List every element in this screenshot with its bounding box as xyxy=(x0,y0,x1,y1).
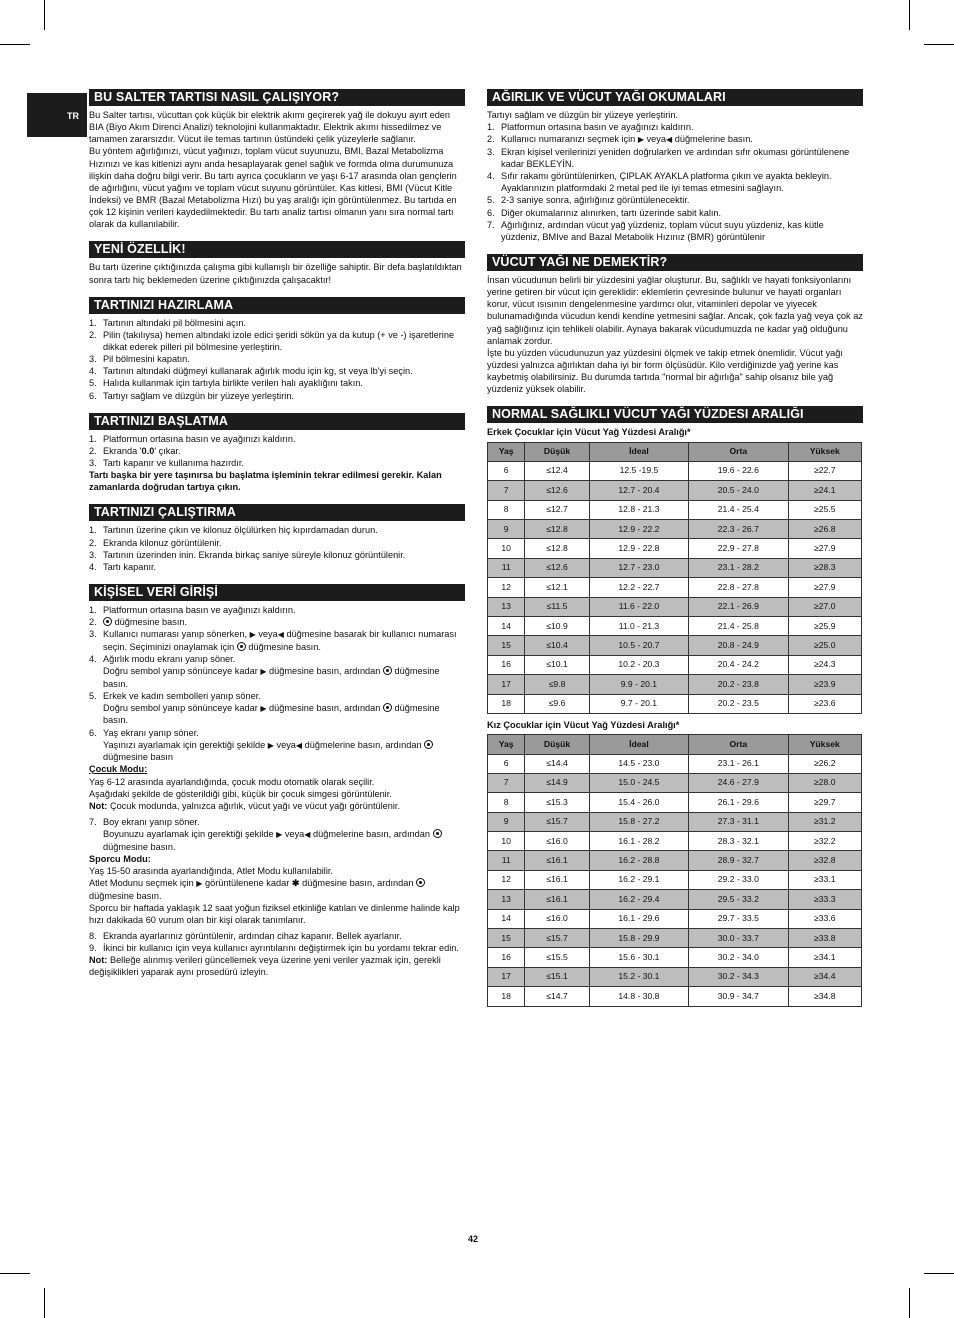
table-cell: ≤16.0 xyxy=(525,832,589,851)
table-cell: 16.1 - 29.6 xyxy=(589,909,688,928)
steps-list xyxy=(89,524,465,573)
crop-mark xyxy=(0,1273,30,1274)
table-cell: 9.9 - 20.1 xyxy=(589,675,688,694)
language-tab xyxy=(27,93,87,137)
col-header: Orta xyxy=(689,735,788,754)
table-cell: ≥25.0 xyxy=(788,636,861,655)
table-cell: 15 xyxy=(488,929,525,948)
table-cell: 17 xyxy=(488,675,525,694)
set-button-icon xyxy=(383,703,392,712)
table-cell: 20.5 - 24.0 xyxy=(689,481,788,500)
list-item: 1. Tartının üzerine çıkın ve kilonuz ölçülürken hiç kıpırdamadan durun. xyxy=(89,525,378,536)
list-item: 3. Kullanıcı numarası yanıp sönerken, ▶ veya◀ düğmesine basarak bir kullanıcı numarası seçin. Seçiminizi onaylamak için düğmesine basın. xyxy=(89,629,457,652)
table-cell: 18 xyxy=(488,987,525,1006)
list-item: 2. Pilin (takılıysa) hemen altındaki izole edici şeridi sökün ya da kutup (+ ve -) işaretlerine dikkat ederek pilleri pil bölmesine yerleştirin. xyxy=(89,329,455,352)
table-cell: 12.8 - 21.3 xyxy=(589,500,688,519)
table-cell: 29.7 - 33.5 xyxy=(689,909,788,928)
section-healthy-range xyxy=(487,406,863,1006)
crop-mark xyxy=(44,1288,45,1318)
paragraph: Yaş 6-12 arasında ayarlandığında, çocuk modu otomatik olarak seçilir. xyxy=(89,776,375,787)
table-cell: 30.9 - 34.7 xyxy=(689,987,788,1006)
table-cell: 21.4 - 25.8 xyxy=(689,617,788,636)
table-row xyxy=(488,890,862,909)
steps-list xyxy=(89,317,465,402)
table-cell: 22.3 - 26.7 xyxy=(689,520,788,539)
table-cell: ≥27.9 xyxy=(788,578,861,597)
table-cell: ≥31.2 xyxy=(788,812,861,831)
table-row xyxy=(488,812,862,831)
col-header: Düşük xyxy=(525,735,589,754)
set-button-icon xyxy=(433,829,442,838)
table-cell: ≥32.2 xyxy=(788,832,861,851)
list-item: 1. Tartının altındaki pil bölmesini açın. xyxy=(89,317,246,328)
table-cell: 6 xyxy=(488,754,525,773)
table-cell: 12.7 - 23.0 xyxy=(589,558,688,577)
list-item: 1. Platformun ortasına basın ve ayağınızı kaldırın. xyxy=(89,604,296,615)
table-cell: ≤10.4 xyxy=(525,636,589,655)
left-arrow-icon: ◀ xyxy=(304,830,311,840)
list-item: 5. Erkek ve kadın sembolleri yanıp söner. Doğru sembol yanıp sönünceye kadar ▶ düğmesine basın, ardından düğmesine basın. xyxy=(89,690,440,726)
boys-body-fat-table xyxy=(487,442,862,714)
table-cell: ≥32.8 xyxy=(788,851,861,870)
crop-mark xyxy=(924,44,954,45)
steps-list xyxy=(89,433,465,469)
table-cell: 19.6 - 22.6 xyxy=(689,461,788,480)
table-cell: 14 xyxy=(488,617,525,636)
section-prepare xyxy=(89,297,465,402)
section-what-is-body-fat xyxy=(487,254,863,395)
list-item: 8. Ekranda ayarlarınız görüntülenir, ardından cihaz kapanır. Bellek ayarlanır. xyxy=(89,931,402,942)
section-heading: VÜCUT YAĞI NE DEMEKTİR? xyxy=(487,254,863,271)
table-cell: 15.8 - 27.2 xyxy=(589,812,688,831)
table-cell: ≤14.9 xyxy=(525,773,589,792)
table-cell: 22.8 - 27.8 xyxy=(689,578,788,597)
table-cell: 16 xyxy=(488,655,525,674)
table-cell: 8 xyxy=(488,793,525,812)
table-cell: 15 xyxy=(488,636,525,655)
table-cell: 27.3 - 31.1 xyxy=(689,812,788,831)
table-cell: 13 xyxy=(488,890,525,909)
table-cell: ≤9.6 xyxy=(525,694,589,713)
table-cell: 11.0 - 21.3 xyxy=(589,617,688,636)
table-cell: 15.8 - 29.9 xyxy=(589,929,688,948)
section-heading: YENİ ÖZELLİK! xyxy=(89,241,465,258)
table-cell: 16.2 - 29.4 xyxy=(589,890,688,909)
table-cell: ≤10.1 xyxy=(525,655,589,674)
table-cell: 20.8 - 24.9 xyxy=(689,636,788,655)
table-cell: ≤14.7 xyxy=(525,987,589,1006)
table-cell: 18 xyxy=(488,694,525,713)
table-row xyxy=(488,793,862,812)
table-cell: ≥25.9 xyxy=(788,617,861,636)
list-item: 3. Ekran kişisel verilerinizi yeniden doğrularken ve ardından sıfır okuması görüntülenene kadar BEKLEYİN. xyxy=(487,146,850,169)
table-cell: ≥33.3 xyxy=(788,890,861,909)
note: Tartı başka bir yere taşınırsa bu başlatma işleminin tekrar edilmesi gerekir. Kalan zamanlarda doğrudan tartıya çıkın. xyxy=(89,470,442,493)
table-cell: 23.1 - 26.1 xyxy=(689,754,788,773)
col-header: Yüksek xyxy=(788,442,861,461)
athlete-icon: ✱ xyxy=(291,878,300,889)
table-row xyxy=(488,597,862,616)
table-cell: ≤12.8 xyxy=(525,520,589,539)
table-cell: 30.2 - 34.3 xyxy=(689,967,788,986)
table-cell: 20.2 - 23.5 xyxy=(689,694,788,713)
page-number: 42 xyxy=(468,1234,479,1244)
table-cell: ≤9.8 xyxy=(525,675,589,694)
table-cell: 23.1 - 28.2 xyxy=(689,558,788,577)
section-heading: TARTINIZI HAZIRLAMA xyxy=(89,297,465,314)
table-row xyxy=(488,578,862,597)
table-cell: 10 xyxy=(488,832,525,851)
table-cell: ≤12.7 xyxy=(525,500,589,519)
table-cell: ≥33.6 xyxy=(788,909,861,928)
table-row xyxy=(488,948,862,967)
table-cell: ≤12.4 xyxy=(525,461,589,480)
table-cell: ≥34.4 xyxy=(788,967,861,986)
table-cell: ≥24.3 xyxy=(788,655,861,674)
section-heading: NORMAL SAĞLIKLI VÜCUT YAĞI YÜZDESI ARALIĞI xyxy=(487,406,863,423)
table-cell: ≤12.6 xyxy=(525,558,589,577)
list-item: 1. Platformun ortasına basın ve ayağınızı kaldırın. xyxy=(89,433,296,444)
list-item: 6. Diğer okumalarınız alınırken, tartı üzerinde sabit kalın. xyxy=(487,207,722,218)
table-cell: 16.2 - 28.8 xyxy=(589,851,688,870)
table-cell: ≥24.1 xyxy=(788,481,861,500)
list-item: 1. Platformun ortasına basın ve ayağınızı kaldırın. xyxy=(487,122,694,133)
table-cell: 10.5 - 20.7 xyxy=(589,636,688,655)
section-new-feature xyxy=(89,241,465,285)
col-header: İdeal xyxy=(589,442,688,461)
crop-mark xyxy=(909,1288,910,1318)
table-cell: 7 xyxy=(488,481,525,500)
table-cell: 20.2 - 23.8 xyxy=(689,675,788,694)
right-arrow-icon: ▶ xyxy=(249,630,256,640)
list-item: 7. Boy ekranı yanıp söner. Boyunuzu ayarlamak için gerektiği şekilde ▶ veya◀ düğmelerine basın, ardından düğmesine basın. xyxy=(89,816,465,853)
table-cell: ≥26.8 xyxy=(788,520,861,539)
table-cell: 29.2 - 33.0 xyxy=(689,870,788,889)
table-cell: ≤12.8 xyxy=(525,539,589,558)
table-row xyxy=(488,655,862,674)
col-header: Yüksek xyxy=(788,735,861,754)
table-cell: 15.2 - 30.1 xyxy=(589,967,688,986)
table-cell: 22.1 - 26.9 xyxy=(689,597,788,616)
table-row xyxy=(488,851,862,870)
table-cell: 16.1 - 28.2 xyxy=(589,832,688,851)
table-cell: ≥23.9 xyxy=(788,675,861,694)
table-cell: ≤16.1 xyxy=(525,851,589,870)
table-cell: ≥28.0 xyxy=(788,773,861,792)
left-column xyxy=(89,89,465,990)
paragraph: Not: Belleğe alınmış verileri güncellemek veya üzerine yeni veriler yazmak için, gerekli değişiklikleri yaparak aynı prosedürü izleyin. xyxy=(89,955,441,978)
paragraph: Not: Çocuk modunda, yalnızca ağırlık, vücut yağı ve vücut yağı görüntülenir. xyxy=(89,800,401,811)
set-button-icon xyxy=(424,740,433,749)
table-cell: 8 xyxy=(488,500,525,519)
table-cell: 13 xyxy=(488,597,525,616)
paragraph: İnsan vücudunun belirli bir yüzdesini yağlar oluşturur. Bu, sağlıklı ve hayati fonksiyonlarını yerine getiren bir vücut için gereklidir: eklemlerin çevresinde bulunur ve hayati organları korur, vücut ısısının dengelenmesine yardımcı olur, vitaminleri depolar ve yiyecek bulunamadığında vücudun kendi kendine yetmesini sağlar. Ancak, çok fazla yağ veya çok az yağ sağlığınız için tehlikeli olabilir. Aynaya bakarak vücudumuzda ne kadar yağ olduğunu anlamak zordur. xyxy=(487,274,863,346)
table-cell: ≤16.1 xyxy=(525,870,589,889)
list-item: 4. Tartı kapanır. xyxy=(89,561,157,572)
table-row xyxy=(488,520,862,539)
table-header-row xyxy=(488,735,862,754)
right-arrow-icon: ▶ xyxy=(196,879,203,889)
table-cell: ≥27.9 xyxy=(788,539,861,558)
section-readings xyxy=(487,89,863,243)
col-header: Yaş xyxy=(488,442,525,461)
table-cell: ≤15.7 xyxy=(525,929,589,948)
list-item: 2. Kullanıcı numaranızı seçmek için ▶ veya◀ düğmelerine basın. xyxy=(487,134,753,145)
list-item: 5. 2-3 saniye sonra, ağırlığınız görüntülenecektir. xyxy=(487,195,690,206)
table-cell: 15.4 - 26.0 xyxy=(589,793,688,812)
table-cell: ≤10.9 xyxy=(525,617,589,636)
table-cell: 12.9 - 22.8 xyxy=(589,539,688,558)
list-item: 3. Tartı kapanır ve kullanıma hazırdır. xyxy=(89,457,244,468)
table-row xyxy=(488,967,862,986)
paragraph: Atlet Modunu seçmek için ▶ görüntülenene kadar ✱ düğmesine basın, ardından düğmesine basın. xyxy=(89,877,465,902)
set-button-icon xyxy=(103,617,112,626)
section-how-it-works xyxy=(89,89,465,230)
table-cell: ≤15.5 xyxy=(525,948,589,967)
subheading: Sporcu Modu: xyxy=(89,853,151,864)
table-row xyxy=(488,929,862,948)
paragraph: Sporcu bir haftada yaklaşık 12 saat yoğun fiziksel etkinliğe katılan ve dinlenme halinde kalp hızı dakikada 60 vurum olan bir kişi olarak tanımlanır. xyxy=(89,902,460,925)
list-item: 3. Tartının üzerinden inin. Ekranda birkaç saniye süreyle kilonuz görüntülenir. xyxy=(89,549,406,560)
col-header: Yaş xyxy=(488,735,525,754)
table-cell: 28.9 - 32.7 xyxy=(689,851,788,870)
paragraph: Tartıyı sağlam ve düzgün bir yüzeye yerleştirin. xyxy=(487,110,678,120)
left-arrow-icon: ◀ xyxy=(666,135,673,145)
crop-mark xyxy=(909,0,910,30)
table-row xyxy=(488,500,862,519)
girls-body-fat-table xyxy=(487,734,862,1006)
right-arrow-icon: ▶ xyxy=(260,703,267,713)
table-cell: 12 xyxy=(488,578,525,597)
col-header: İdeal xyxy=(589,735,688,754)
table-cell: 26.1 - 29.6 xyxy=(689,793,788,812)
table-cell: 12.5 -19.5 xyxy=(589,461,688,480)
list-item: 2. Ekranda '0.0' çıkar. xyxy=(89,445,181,456)
list-item: 3. Pil bölmesini kapatın. xyxy=(89,354,190,365)
table-cell: ≥28.3 xyxy=(788,558,861,577)
table-cell: 9 xyxy=(488,520,525,539)
table-cell: 21.4 - 25.4 xyxy=(689,500,788,519)
table-cell: 6 xyxy=(488,461,525,480)
paragraph: Yaş 15-50 arasında ayarlandığında, Atlet Modu kullanılabilir. xyxy=(89,865,333,876)
table-cell: 12 xyxy=(488,870,525,889)
section-personal-data xyxy=(89,584,465,979)
list-item: 6. Yaş ekranı yanıp söner. Yaşınızı ayarlamak için gerektiği şekilde ▶ veya◀ düğmelerine basın, ardından düğmesine basın xyxy=(89,727,465,764)
table-cell: 10.2 - 20.3 xyxy=(589,655,688,674)
steps-list xyxy=(89,816,465,853)
table-cell: ≤15.3 xyxy=(525,793,589,812)
set-button-icon xyxy=(237,642,246,651)
table-cell: ≤14.4 xyxy=(525,754,589,773)
table-cell: 12.7 - 20.4 xyxy=(589,481,688,500)
section-heading: BU SALTER TARTISI NASIL ÇALIŞIYOR? xyxy=(89,89,465,106)
set-button-icon xyxy=(383,666,392,675)
list-item: 7. Ağırlığınız, ardından vücut yağ yüzdeniz, toplam vücut suyu yüzdeniz, kas kütle yüzdeniz, BMIve and Bazal Metabolik Hızınız (BMR) görüntülenir xyxy=(487,219,824,242)
table-cell: ≤16.0 xyxy=(525,909,589,928)
table-cell: ≥26.2 xyxy=(788,754,861,773)
table-cell: 7 xyxy=(488,773,525,792)
right-column xyxy=(487,89,863,1018)
paragraph: Bu yöntem ağırlığınızı, vücut yağınızı, toplam vücut suyunuzu, BMI, Bazal Metabolizma Hızınızı ve kas kitlenizi aynı anda hesaplayarak genel sağlık ve formda olma durumunuza ilişkin daha doğru bilgi verir. Bu tartı ayrıca çocukların ve yaşı 6-17 arasında olan gençlerin de ağırlığını, vücut yağını ve toplam vücut suyunu görüntüler. Kas kitlesi, BMI (Vücut Kitle İndeksi) ve BMR (Bazal Metabolizma Hızı) bu yaş aralığı için görüntülenmez. Bu tartıda en çok 12 kişinin verileri kaydedilmektedir. Bu tartı analiz tartısı olmanın yanı sıra normal tartı olarak da kullanılabilir. xyxy=(89,146,457,230)
list-item: 6. Tartıyı sağlam ve düzgün bir yüzeye yerleştirin. xyxy=(89,390,294,401)
table-cell: 9.7 - 20.1 xyxy=(589,694,688,713)
table-cell: ≥34.1 xyxy=(788,948,861,967)
left-arrow-icon: ◀ xyxy=(295,740,303,750)
section-heading: AĞIRLIK VE VÜCUT YAĞI OKUMALARI xyxy=(487,89,863,106)
table-cell: ≥25.5 xyxy=(788,500,861,519)
table-cell: ≥22.7 xyxy=(788,461,861,480)
table-cell: 11 xyxy=(488,851,525,870)
table-cell: ≤11.5 xyxy=(525,597,589,616)
table-cell: 28.3 - 32.1 xyxy=(689,832,788,851)
paragraph: Aşağıdaki şekilde de gösterildiği gibi, küçük bir çocuk simgesi görüntülenir. xyxy=(89,788,392,799)
table-cell: ≤15.1 xyxy=(525,967,589,986)
table-cell: 17 xyxy=(488,967,525,986)
table-row xyxy=(488,461,862,480)
table-row xyxy=(488,558,862,577)
table-cell: 29.5 - 33.2 xyxy=(689,890,788,909)
table-cell: ≤16.1 xyxy=(525,890,589,909)
table-header-row xyxy=(488,442,862,461)
section-heading: TARTINIZI BAŞLATMA xyxy=(89,413,465,430)
table-cell: 14 xyxy=(488,909,525,928)
steps-list xyxy=(89,604,465,763)
table-row xyxy=(488,773,862,792)
table-row xyxy=(488,987,862,1006)
table-cell: 14.5 - 23.0 xyxy=(589,754,688,773)
steps-list xyxy=(89,930,465,954)
table-caption-boys: Erkek Çocuklar için Vücut Yağ Yüzdesi Aralığı* xyxy=(487,427,691,438)
section-heading: TARTINIZI ÇALIŞTIRMA xyxy=(89,504,465,521)
paragraph: Bu Salter tartısı, vücuttan çok küçük bir elektrik akımı geçirerek yağ ile dokuyu ayırt eden BIA (Biyo Akım Direnci Analizi) teknolojini kullanmaktadır. Elektrik akımı hissedilmez ve tamamen zararsızdır. Vücut ile temas tartının üstündeki çelik yüzeylerle sağlanır. xyxy=(89,110,451,145)
table-cell: 10 xyxy=(488,539,525,558)
right-arrow-icon: ▶ xyxy=(637,135,645,145)
table-cell: ≥29.7 xyxy=(788,793,861,812)
list-item: 2. düğmesine basın. xyxy=(89,617,188,628)
col-header: Orta xyxy=(689,442,788,461)
table-row xyxy=(488,636,862,655)
section-start xyxy=(89,413,465,494)
table-caption-girls: Kız Çocuklar için Vücut Yağ Yüzdesi Aralığı* xyxy=(487,719,680,730)
table-cell: 30.2 - 34.0 xyxy=(689,948,788,967)
list-item: 4. Sıfır rakamı görüntülenirken, ÇIPLAK AYAKLA platforma çıkın ve ayakta bekleyin. Ayaklarınızın platformdaki 2 metal ped ile iyi temas etmesini sağlayın. xyxy=(487,171,832,194)
right-arrow-icon: ▶ xyxy=(276,830,283,840)
table-cell: ≥27.0 xyxy=(788,597,861,616)
table-cell: 15.6 - 30.1 xyxy=(589,948,688,967)
table-cell: 22.9 - 27.8 xyxy=(689,539,788,558)
list-item: 4. Tartının altındaki düğmeyi kullanarak ağırlık modu için kg, st veya lb'yi seçin. xyxy=(89,366,413,377)
table-cell: ≥34.8 xyxy=(788,987,861,1006)
section-operate xyxy=(89,504,465,573)
table-cell: ≤15.7 xyxy=(525,812,589,831)
table-cell: ≤12.6 xyxy=(525,481,589,500)
table-row xyxy=(488,539,862,558)
table-row xyxy=(488,754,862,773)
table-cell: 15.0 - 24.5 xyxy=(589,773,688,792)
table-cell: 16.2 - 29.1 xyxy=(589,870,688,889)
left-arrow-icon: ◀ xyxy=(277,630,284,640)
table-row xyxy=(488,617,862,636)
table-cell: 11 xyxy=(488,558,525,577)
table-row xyxy=(488,832,862,851)
steps-list xyxy=(487,121,863,243)
table-cell: ≤12.1 xyxy=(525,578,589,597)
table-cell: 12.2 - 22.7 xyxy=(589,578,688,597)
section-heading: KİŞİSEL VERİ GİRİŞİ xyxy=(89,584,465,601)
col-header: Düşük xyxy=(525,442,589,461)
subheading: Çocuk Modu: xyxy=(89,764,148,775)
paragraph: Bu tartı üzerine çıktığınızda çalışma gibi kullanışlı bir özelliğe sahiptir. Bir defa başlatıldıktan sonra tartı hiç beklemeden üzerine çıktığınızda çalışacaktır! xyxy=(89,262,462,285)
paragraph: İşte bu yüzden vücudunuzun yaz yüzdesini ölçmek ve takip etmek önemlidir. Vücut yağı yüzdesi yalnızca ağırlıktan daha iyi bir form ölçüsüdür. Kilo verdiğinizde yağ yerine kas kaybetmiş olabilirsiniz. Bu durumda tartıda "normal bir ağırlığa" sahip olsanız bile yağ yüzdeniz yüksek olabilir. xyxy=(487,347,843,395)
table-cell: 11.6 - 22.0 xyxy=(589,597,688,616)
table-cell: ≥23.6 xyxy=(788,694,861,713)
table-row xyxy=(488,675,862,694)
crop-mark xyxy=(924,1273,954,1274)
list-item: 9. İkinci bir kullanıcı için veya kullanıcı ayrıntılarını değiştirmek için bu yordamı tekrar edin. xyxy=(89,943,459,954)
table-cell: 30.0 - 33.7 xyxy=(689,929,788,948)
table-cell: ≥33.1 xyxy=(788,870,861,889)
language-code: TR xyxy=(67,111,79,121)
crop-mark xyxy=(44,0,45,30)
list-item: 4. Ağırlık modu ekranı yanıp söner. Doğru sembol yanıp sönünceye kadar ▶ düğmesine basın, ardından düğmesine basın. xyxy=(89,653,440,689)
table-cell: 24.6 - 27.9 xyxy=(689,773,788,792)
right-arrow-icon: ▶ xyxy=(260,667,267,677)
list-item: 5. Halıda kullanmak için tartıyla birlikte verilen halı ayaklığını takın. xyxy=(89,378,363,389)
table-cell: 12.9 - 22.2 xyxy=(589,520,688,539)
table-row xyxy=(488,694,862,713)
table-row xyxy=(488,481,862,500)
right-arrow-icon: ▶ xyxy=(267,740,274,750)
table-row xyxy=(488,909,862,928)
table-cell: ≥33.8 xyxy=(788,929,861,948)
list-item: 2. Ekranda kilonuz görüntülenir. xyxy=(89,537,222,548)
table-cell: 16 xyxy=(488,948,525,967)
set-button-icon xyxy=(416,878,425,887)
table-cell: 14.8 - 30.8 xyxy=(589,987,688,1006)
table-cell: 9 xyxy=(488,812,525,831)
table-row xyxy=(488,870,862,889)
table-cell: 20.4 - 24.2 xyxy=(689,655,788,674)
crop-mark xyxy=(0,44,30,45)
